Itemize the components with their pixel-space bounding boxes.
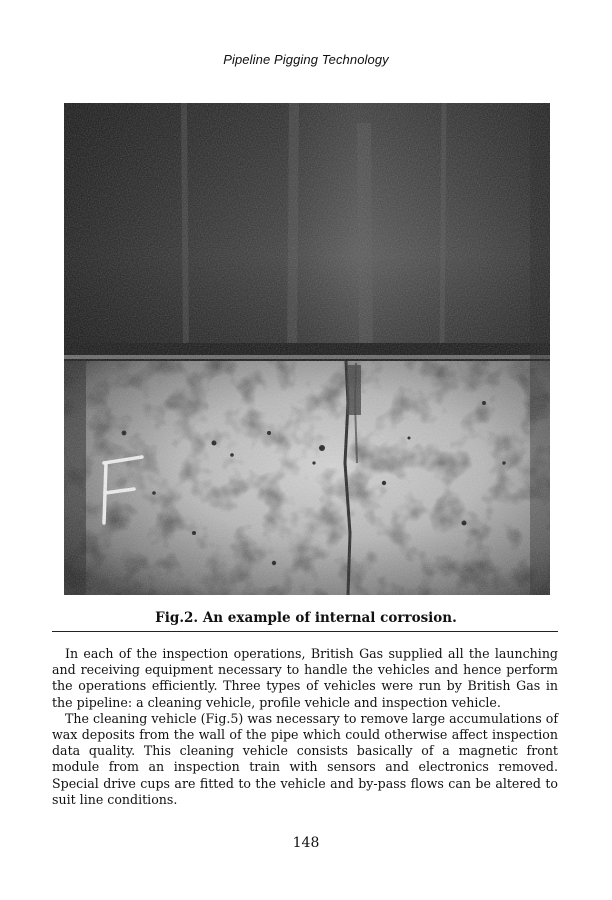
paragraph-2: The cleaning vehicle (Fig.5) was necessary to remove large accumulations of wax deposits from the wall of the pipe which could otherwise affect inspection data quality. This cleaning vehicle consists basically of a magnetic front module from an inspection train with sensors and electronics removed. Special drive cups are fitted to the vehicle and by-pass flows can be altered to suit line conditions. bbox=[52, 710, 558, 807]
body-text bbox=[52, 646, 558, 808]
caption-rule bbox=[52, 631, 558, 632]
photo-graphic bbox=[64, 103, 550, 595]
running-head: Pipeline Pigging Technology bbox=[223, 52, 389, 67]
page-number: 148 bbox=[292, 835, 320, 851]
figure-caption: Fig.2. An example of internal corrosion. bbox=[155, 610, 457, 626]
corrosion-photograph bbox=[64, 103, 550, 595]
paragraph-1: In each of the inspection operations, British Gas supplied all the launching and receiving equipment necessary to handle the vehicles and hence perform the operations efficiently. Three types of vehicles were run by British Gas in the pipeline: a cleaning vehicle, profile vehicle and inspection vehicle. bbox=[52, 646, 558, 710]
